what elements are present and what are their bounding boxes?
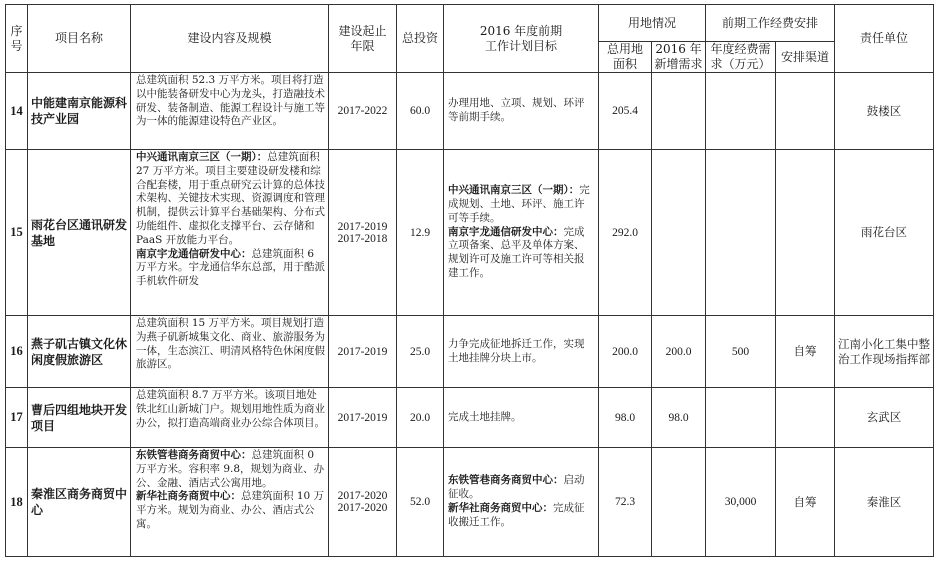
total-investment: 25.0 xyxy=(397,316,444,388)
header-land-total: 总用地 面积 xyxy=(599,42,652,73)
plan-2016-segment-heading: 南京宇龙通信研发中心： xyxy=(448,225,564,238)
plan-2016-segment-text: 完成土地挂牌。 xyxy=(448,410,522,423)
construction-years: 2017-2019 2017-2018 xyxy=(329,150,397,316)
funds-channel xyxy=(776,150,835,316)
plan-2016-segment-text: 完成规划、土地、环评、施工许可等手续。 xyxy=(448,184,590,224)
construction-content-segment-text: 总建筑面积 6 万平方米。宇龙通信华东总部，用于酷派手机软件研发 xyxy=(136,247,325,288)
plan-2016-segment xyxy=(448,474,594,502)
funds-channel xyxy=(776,73,835,150)
plan-2016-segment-heading: 东铁管巷商务商贸中心： xyxy=(448,474,564,487)
construction-years: 2017-2022 xyxy=(329,73,397,150)
header-years: 建设起止 年限 xyxy=(329,5,397,73)
responsible-unit: 雨花台区 xyxy=(835,150,934,316)
land-new-demand xyxy=(652,448,706,557)
construction-content-segment xyxy=(136,449,325,490)
responsible-unit: 江南小化工集中整治工作现场指挥部 xyxy=(835,316,934,388)
land-new-demand xyxy=(652,150,706,316)
construction-content-segment-heading: 南京宇龙通信研发中心： xyxy=(136,247,252,260)
responsible-unit: 玄武区 xyxy=(835,388,934,448)
plan-2016 xyxy=(444,448,599,557)
annual-funds: 500 xyxy=(706,316,776,388)
project-name: 雨花台区通讯研发基地 xyxy=(28,150,131,316)
funds-channel xyxy=(776,388,835,448)
land-total-area: 292.0 xyxy=(599,150,652,316)
plan-2016-segment xyxy=(448,411,594,425)
row-number: 18 xyxy=(6,448,28,557)
construction-content-segment xyxy=(136,490,325,531)
funds-channel: 自筹 xyxy=(776,448,835,557)
header-no: 序 号 xyxy=(6,5,28,73)
table-row xyxy=(6,150,934,316)
plan-2016-segment xyxy=(448,338,594,366)
construction-content-segment-text: 总建筑面积 8.7 万平方米。该项目地处铁北红山新城门户。规划用地性质为商业办公，拟打造高端商业办公综合体项目。 xyxy=(136,389,325,429)
row-number: 14 xyxy=(6,73,28,150)
responsible-unit: 鼓楼区 xyxy=(835,73,934,150)
header-investment: 总投资 xyxy=(397,5,444,73)
construction-content-segment-heading: 新华社商务商贸中心： xyxy=(136,490,241,503)
construction-content-segment xyxy=(136,389,325,430)
header-land: 用地情况 xyxy=(599,5,706,42)
plan-2016-segment-text: 完成立项备案、总平及单体方案、规划许可及施工许可等相关报建工作。 xyxy=(448,225,585,279)
row-number: 17 xyxy=(6,388,28,448)
funds-channel: 自筹 xyxy=(776,316,835,388)
plan-2016 xyxy=(444,73,599,150)
header-responsible: 责任单位 xyxy=(835,5,934,73)
table-row xyxy=(6,316,934,388)
construction-content xyxy=(131,73,329,150)
header-land-new: 2016 年 新增需求 xyxy=(652,42,706,73)
plan-2016-segment-text: 完成征收搬迁工作。 xyxy=(448,502,585,528)
header-plan-2016: 2016 年度前期 工作计划目标 xyxy=(444,5,599,73)
header-funds-channel: 安排渠道 xyxy=(776,42,835,73)
plan-2016-segment-heading: 中兴通讯南京三区（一期）： xyxy=(448,184,580,197)
plan-2016 xyxy=(444,316,599,388)
project-name: 燕子矶古镇文化休闲度假旅游区 xyxy=(28,316,131,388)
table-row xyxy=(6,73,934,150)
construction-content-segment-text: 总建筑面积 27 万平方米。项目主要建设研发楼和综合配套楼，用于重点研究云计算的总体技术架构、关键技术实现、资源调度和管理机制，提供云计算平台基础架构、分布式功能组件、虚拟化支撑平台、云存储和 PaaS 开放能力平台。 xyxy=(136,151,325,246)
construction-content-segment xyxy=(136,151,325,248)
annual-funds xyxy=(706,150,776,316)
land-new-demand: 200.0 xyxy=(652,316,706,388)
plan-2016 xyxy=(444,388,599,448)
construction-content-segment-text: 总建筑面积 15 万平方米。项目规划打造为燕子矶新城集文化、商业、旅游服务为一体，生态滨江、明清风格特色休闲度假旅游区。 xyxy=(136,317,325,371)
project-name: 中能建南京能源科技产业园 xyxy=(28,73,131,150)
construction-content-segment-text: 总建筑面积 10 万平方米。规划为商业、办公、酒店式公寓。 xyxy=(136,490,325,530)
land-total-area: 72.3 xyxy=(599,448,652,557)
construction-years: 2017-2019 xyxy=(329,316,397,388)
total-investment: 60.0 xyxy=(397,73,444,150)
plan-2016-segment xyxy=(448,502,594,530)
header-project-name: 项目名称 xyxy=(28,5,131,73)
construction-years: 2017-2019 xyxy=(329,388,397,448)
construction-content-segment xyxy=(136,317,325,372)
construction-content-segment-text: 总建筑面积 0 万平方米。容积率 9.8，规划为商业、办公、金融、酒店式公寓用地。 xyxy=(136,449,325,489)
plan-2016-segment xyxy=(448,226,594,281)
total-investment: 12.9 xyxy=(397,150,444,316)
plan-2016-segment xyxy=(448,97,594,125)
land-total-area: 205.4 xyxy=(599,73,652,150)
land-new-demand: 98.0 xyxy=(652,388,706,448)
plan-2016-segment-heading: 新华社商务商贸中心： xyxy=(448,502,553,514)
row-number: 15 xyxy=(6,150,28,316)
total-investment: 20.0 xyxy=(397,388,444,448)
header-funds-annual: 年度经费需 求（万元） xyxy=(706,42,776,73)
annual-funds xyxy=(706,73,776,150)
plan-2016-segment-text: 启动征收。 xyxy=(448,474,585,501)
construction-content-segment-text: 总建筑面积 52.3 万平方米。项目将打造以中能装备研发中心为龙头，打造融技术研发、装备制造、能源工程设计与施工等为一体的能源建设特色产业区。 xyxy=(136,74,325,128)
header-content: 建设内容及规模 xyxy=(131,5,329,73)
construction-content-segment xyxy=(136,248,325,289)
annual-funds: 30,000 xyxy=(706,448,776,557)
annual-funds xyxy=(706,388,776,448)
plan-2016-segment xyxy=(448,184,594,225)
construction-content-segment xyxy=(136,74,325,129)
header-row-1 xyxy=(6,5,934,42)
construction-content-segment-heading: 东铁管巷商务商贸中心： xyxy=(136,449,252,461)
total-investment: 52.0 xyxy=(397,448,444,557)
land-new-demand xyxy=(652,73,706,150)
project-table xyxy=(5,4,934,557)
plan-2016 xyxy=(444,150,599,316)
project-name: 秦淮区商务商贸中心 xyxy=(28,448,131,557)
responsible-unit: 秦淮区 xyxy=(835,448,934,557)
table-row xyxy=(6,448,934,557)
construction-content xyxy=(131,448,329,557)
row-number: 16 xyxy=(6,316,28,388)
construction-content-segment-heading: 中兴通讯南京三区（一期）： xyxy=(136,151,268,163)
construction-content xyxy=(131,150,329,316)
construction-years: 2017-2020 2017-2020 xyxy=(329,448,397,557)
plan-2016-segment-text: 办理用地、立项、规划、环评等前期手续。 xyxy=(448,97,585,123)
table-body xyxy=(6,73,934,557)
land-total-area: 200.0 xyxy=(599,316,652,388)
land-total-area: 98.0 xyxy=(599,388,652,448)
plan-2016-segment-text: 力争完成征地拆迁工作，实现土地挂牌分块上市。 xyxy=(448,337,585,364)
construction-content xyxy=(131,316,329,388)
table-row xyxy=(6,388,934,448)
construction-content xyxy=(131,388,329,448)
project-name: 曹后四组地块开发项目 xyxy=(28,388,131,448)
header-funds: 前期工作经费安排 xyxy=(706,5,835,42)
